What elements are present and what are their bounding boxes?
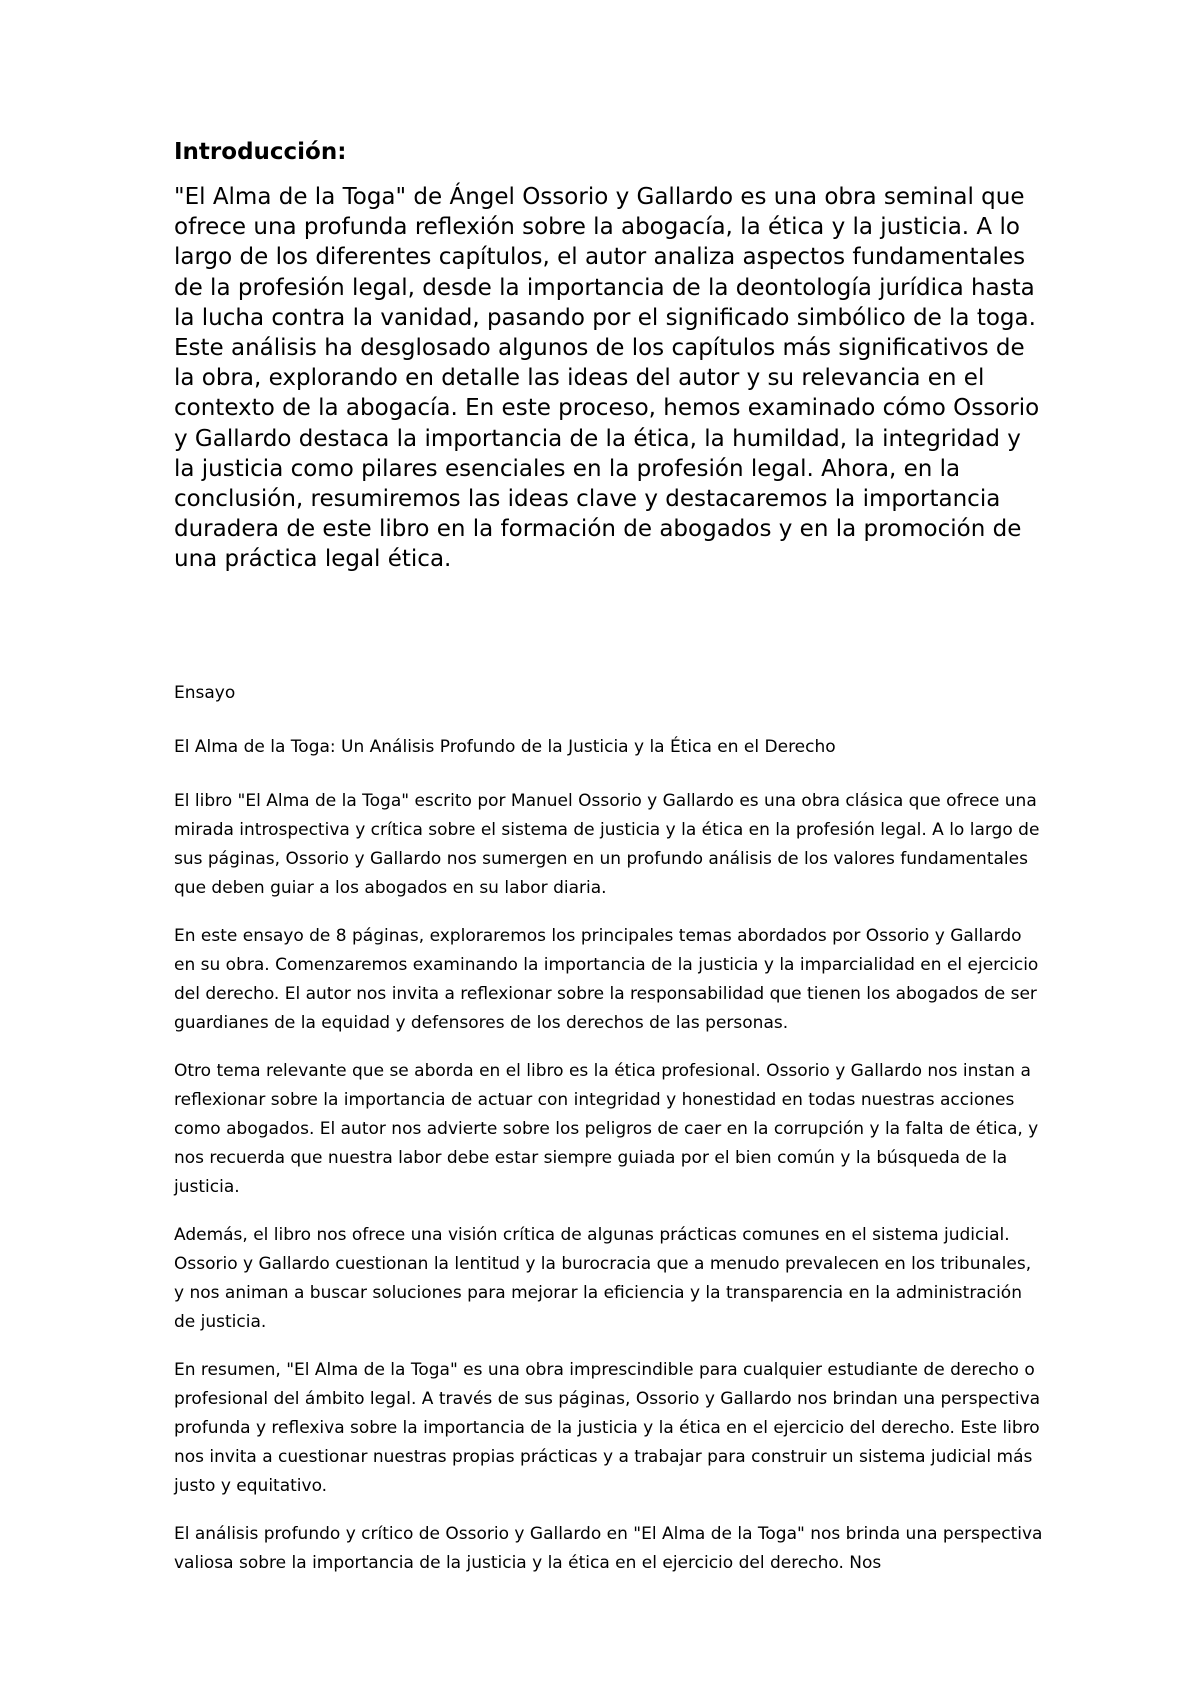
intro-paragraph: "El Alma de la Toga" de Ángel Ossorio y Gallardo es una obra seminal que ofrece una profunda reflexión sobre la abogacía, la ética y la justicia. A lo largo de los diferentes capítulos, el autor analiza aspectos fundamentales de la profesión legal, desde la importancia de la deontología jurídica hasta la lucha contra la vanidad, pasando por el significado simbólico de la toga. Este análisis ha desglosado algunos de los capítulos más significativos de la obra, explorando en detalle las ideas del autor y su relevancia en el contexto de la abogacía. En este proceso, hemos examinado cómo Ossorio y Gallardo destaca la importancia de la ética, la humildad, la integridad y la justicia como pilares esenciales en la profesión legal. Ahora, en la conclusión, resumiremos las ideas clave y destacaremos la importancia duradera de este libro en la formación de abogados y en la promoción de una práctica legal ética. (174, 184, 1040, 573)
intro-heading: Introducción: (174, 139, 347, 165)
essay-title: El Alma de la Toga: Un Análisis Profundo de la Justicia y la Ética en el Derecho (174, 737, 836, 757)
essay-paragraph: En este ensayo de 8 páginas, exploraremos los principales temas abordados por Ossorio y Gallardo en su obra. Comenzaremos examinando la importancia de la justicia y la imparcialidad en el ejercicio del derecho. El autor nos invita a reflexionar sobre la responsabilidad que tienen los abogados de ser guardianes de la equidad y defensores de los derechos de las personas. (174, 926, 1039, 1033)
essay-label: Ensayo (174, 683, 236, 703)
essay-paragraph: En resumen, "El Alma de la Toga" es una obra imprescindible para cualquier estudiante de derecho o profesional del ámbito legal. A través de sus páginas, Ossorio y Gallardo nos brindan una perspectiva profunda y reflexiva sobre la importancia de la justicia y la ética en el ejercicio del derecho. Este libro nos invita a cuestionar nuestras propias prácticas y a trabajar para construir un sistema judicial más justo y equitativo. (174, 1360, 1041, 1496)
essay-paragraph: Otro tema relevante que se aborda en el libro es la ética profesional. Ossorio y Gallardo nos instan a reflexionar sobre la importancia de actuar con integridad y honestidad en todas nuestras acciones como abogados. El autor nos advierte sobre los peligros de caer en la corrupción y la falta de ética, y nos recuerda que nuestra labor debe estar siempre guiada por el bien común y la búsqueda de la justicia. (174, 1061, 1039, 1197)
essay-section (174, 679, 1044, 1597)
essay-paragraph: El análisis profundo y crítico de Ossorio y Gallardo en "El Alma de la Toga" nos brinda una perspectiva valiosa sobre la importancia de la justicia y la ética en el ejercicio del derecho. Nos (174, 1524, 1043, 1573)
document-page (174, 136, 1044, 1573)
essay-paragraph: Además, el libro nos ofrece una visión crítica de algunas prácticas comunes en el sistema judicial. Ossorio y Gallardo cuestionan la lentitud y la burocracia que a menudo prevalecen en los tribunales, y nos animan a buscar soluciones para mejorar la eficiencia y la transparencia en la administración de justicia. (174, 1225, 1032, 1332)
essay-paragraph: El libro "El Alma de la Toga" escrito por Manuel Ossorio y Gallardo es una obra clásica que ofrece una mirada introspectiva y crítica sobre el sistema de justicia y la ética en la profesión legal. A lo largo de sus páginas, Ossorio y Gallardo nos sumergen en un profundo análisis de los valores fundamentales que deben guiar a los abogados en su labor diaria. (174, 791, 1040, 898)
